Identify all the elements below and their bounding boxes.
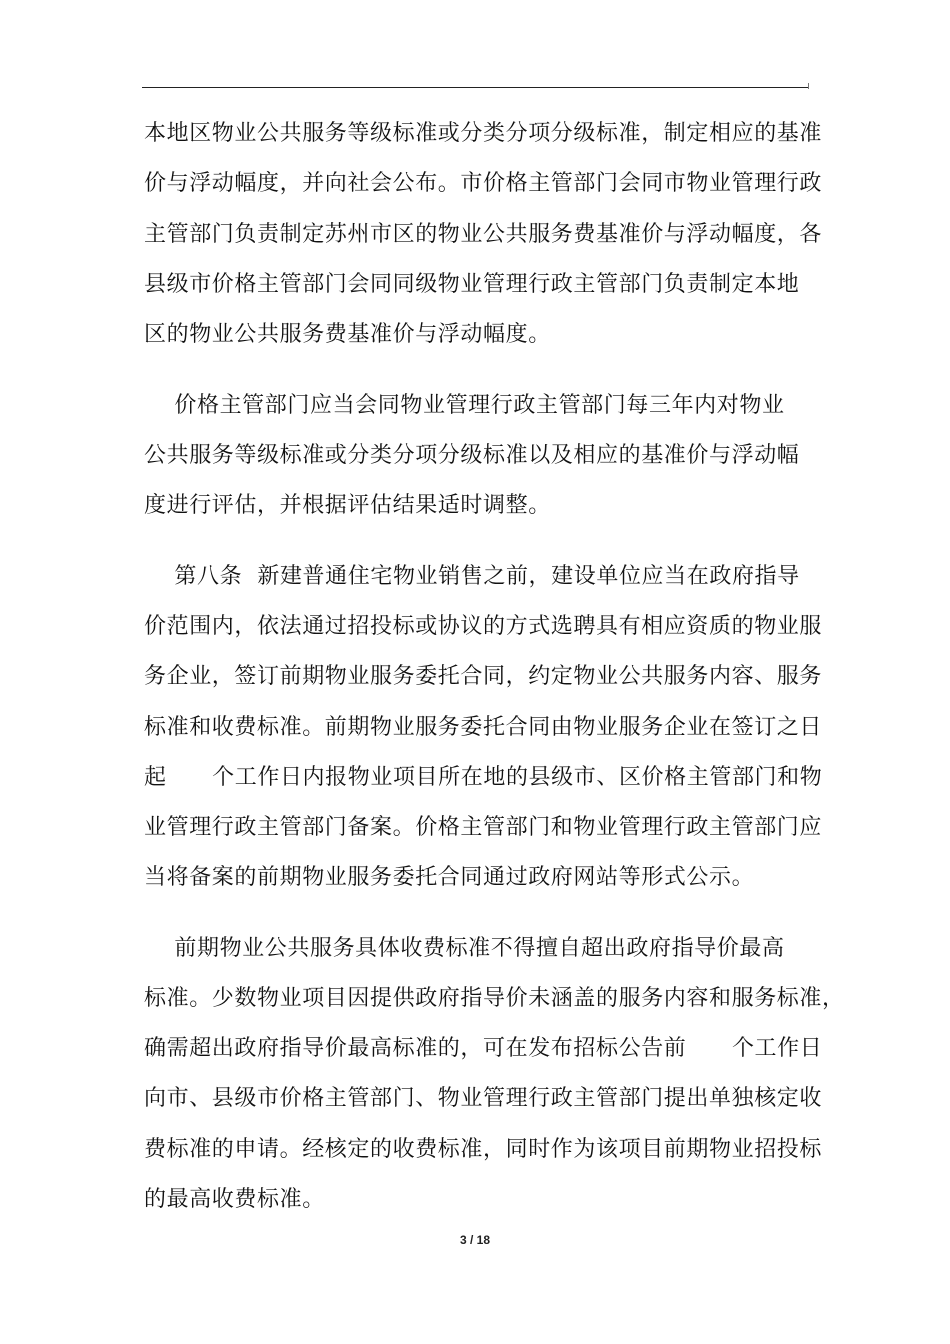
text-line: 的最高收费标准。 [144,1187,325,1212]
text-line: 区的物业公共服务费基准价与浮动幅度。 [144,322,551,347]
header-rule-end-mark [808,83,809,89]
text-line: 起 个工作日内报物业项目所在地的县级市、区价格主管部门和物 [144,765,823,790]
text-line: 第八条 新建普通住宅物业销售之前，建设单位应当在政府指导 [144,564,800,589]
page-number: 3 / 18 [459,1233,491,1247]
header-rule [142,87,809,88]
text-line: 度进行评估，并根据评估结果适时调整。 [144,493,551,518]
text-line: 本地区物业公共服务等级标准或分类分项分级标准，制定相应的基准 [144,121,823,146]
text-line: 公共服务等级标准或分类分项分级标准以及相应的基准价与浮动幅 [144,443,800,468]
text-line: 标准和收费标准。前期物业服务委托合同由物业服务企业在签订之日 [144,715,823,740]
text-line: 价范围内，依法通过招投标或协议的方式选聘具有相应资质的物业服 [144,614,823,639]
text-line: 前期物业公共服务具体收费标准不得擅自超出政府指导价最高 [144,936,785,961]
text-line: 费标准的申请。经核定的收费标准，同时作为该项目前期物业招投标 [144,1137,823,1162]
text-line: 主管部门负责制定苏州市区的物业公共服务费基准价与浮动幅度，各 [144,222,823,247]
text-line: 业管理行政主管部门备案。价格主管部门和物业管理行政主管部门应 [144,815,823,840]
text-line: 确需超出政府指导价最高标准的，可在发布招标公告前 个工作日 [144,1036,823,1061]
text-line: 价格主管部门应当会同物业管理行政主管部门每三年内对物业 [144,393,785,418]
text-line: 向市、县级市价格主管部门、物业管理行政主管部门提出单独核定收 [144,1086,823,1111]
text-line: 标准。少数物业项目因提供政府指导价未涵盖的服务内容和服务标准， [144,986,845,1011]
text-line: 当将备案的前期物业服务委托合同通过政府网站等形式公示。 [144,865,755,890]
text-line: 价与浮动幅度，并向社会公布。市价格主管部门会同市物业管理行政 [144,171,823,196]
text-line: 县级市价格主管部门会同同级物业管理行政主管部门负责制定本地 [144,272,800,297]
text-line: 务企业，签订前期物业服务委托合同，约定物业公共服务内容、服务 [144,664,823,689]
